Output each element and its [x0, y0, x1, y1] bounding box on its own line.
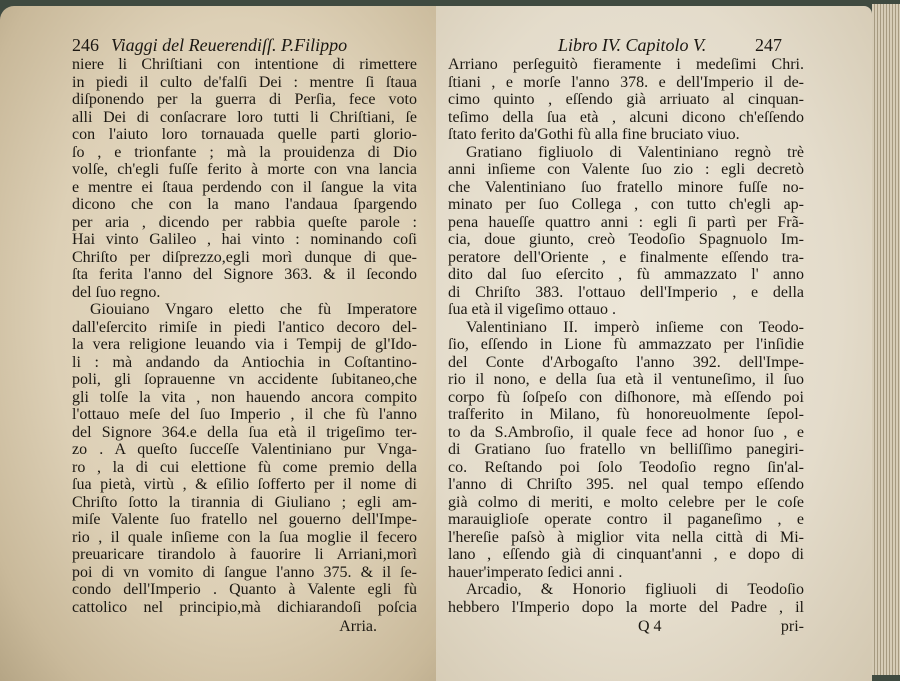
text-line: che Valentiniano ſuo fratello minore fuſſe no-: [448, 178, 804, 196]
running-header: [448, 34, 804, 56]
text-line: rio il nono, e della ſua età il ventuneſimo, il ſuo: [448, 371, 804, 388]
signature-mark: Q 4: [638, 618, 662, 635]
text-line: hebbero l'Imperio dopo la morte del Padre , il: [448, 598, 804, 616]
text-line: condo dell'Imperio . Quanto à Valente egli fù: [72, 581, 417, 598]
text-line: poli, gli ſoprauenne vn accidente ſubitaneo,che: [72, 371, 417, 388]
text-line: Arriano perſeguitò fieramente i medeſimi Chri.: [448, 56, 804, 73]
text-line: e mentre ei ſtaua perdendo con il ſangue la vita: [72, 178, 417, 196]
text-line: Gratiano figliuolo di Valentiniano regnò trè: [466, 143, 804, 161]
text-line: ſua età il vigeſimo ottauo .: [448, 301, 616, 318]
text-line: ſtato ferito da'Gothi fù alla fine bruciato viuo.: [448, 126, 740, 143]
text-line: cimo quinto , eſſendo già arriuato al cinquan-: [448, 91, 804, 108]
text-line: l'anno di Chriſto 395. nel qual tempo eſſendo: [448, 476, 804, 493]
text-line: del Signore 364.e della ſua età il trigeſimo ter-: [72, 423, 417, 441]
text-line: co. Reſtando poi ſolo Teodoſio regno ſin'al-: [448, 458, 804, 476]
text-line: di Gratiano ſuo fratello vn belliſſimo panegiri-: [448, 441, 804, 458]
text-line: anni inſieme con Valente ſuo zio : egli decretò: [448, 161, 804, 178]
text-line: niere li Chriſtiani con intentione di rimettere: [72, 56, 417, 73]
text-line: ſio, eſſendo in Lione fù ammazzato per l'inſidie: [448, 336, 804, 353]
text-line: di Chriſto 383. l'ottauo dell'Imperio , e della: [448, 283, 804, 301]
text-line: diſponendo per la guerra di Perſia, fece voto: [72, 91, 417, 108]
text-line: cia, doue giunto, creò Teodoſio Spagnuolo Im-: [448, 231, 804, 248]
text-line: ſo , e trionfante ; mà la prouidenza di Dio: [72, 143, 417, 161]
right-page: [436, 6, 872, 681]
right-text-block: [448, 34, 804, 636]
signature-row: [448, 618, 804, 636]
left-page: [0, 6, 436, 681]
page-number: 246: [72, 35, 99, 55]
running-head: Libro IV. Capitolo V.: [558, 35, 707, 55]
text-line: ſtiani , e morſe l'anno 378. e dell'Imperio il de-: [448, 73, 804, 91]
text-line: to da S.Ambroſio, il quale fece ad honor ſuo , e: [448, 423, 804, 441]
text-line: Hai vinto Galileo , hai vinto : nominando coſi: [72, 231, 417, 248]
text-line: minato per ſuo Collega , con tutto ch'egli ap-: [448, 196, 804, 213]
text-line: Giouiano Vngaro eletto che fù Imperatore: [90, 301, 417, 318]
text-lines: [448, 56, 804, 616]
text-line: gli tolſe la vita , non hauendo ancora compito: [72, 388, 417, 406]
text-line: hauer'imperato ſedici anni .: [448, 563, 623, 581]
text-line: teſimo della ſua età , alcuni dicono ch'eſſendo: [448, 108, 804, 126]
catchword: Arria.: [339, 618, 377, 635]
text-line: ſua pietà, virtù , & eſilio ſofferto per il nome di: [72, 476, 417, 493]
text-line: rio , il quale inſieme con la ſua moglie il fecero: [72, 528, 417, 546]
catchword-row: [72, 618, 417, 636]
text-line: miſe Valente ſuo fratello nel gouerno dell'Impe-: [72, 511, 417, 528]
text-line: con l'aiuto loro tornauada quelle parti glorio-: [72, 126, 417, 143]
text-line: alli Dei di conſacrare loro tutti li Chriſtiani, ſe: [72, 108, 417, 126]
text-line: dito dal ſuo eſercito , fù ammazzato l' anno: [448, 266, 804, 283]
text-line: la vera religione leuando via i Tempij de gl'Ido-: [72, 336, 417, 353]
text-line: marauiglioſe operate contro il paganeſimo , e: [448, 511, 804, 528]
text-line: ro , la di cui elettione fù come premio della: [72, 458, 417, 476]
text-line: ſta ferita l'anno del Signore 363. & il ſecondo: [72, 266, 417, 283]
text-line: dall'eſercito rimiſe in piedi l'antico decoro del-: [72, 318, 417, 336]
running-head: Viaggi del Reuerendiſſ. P.Filippo: [111, 35, 348, 55]
text-line: cattolico nel principio,mà dichiarandoſi poſcia: [72, 598, 417, 616]
catchword: pri-: [780, 618, 804, 635]
text-lines: [72, 56, 417, 616]
text-line: corpo fù ſoſpeſo con diſhonore, mà eſſendo poi: [448, 388, 804, 406]
text-line: zo . A queſto ſucceſſe Valentiniano pur Vnga-: [72, 441, 417, 458]
text-line: Chriſto ſotto la tirannia di Giuliano ; egli am-: [72, 493, 417, 511]
text-line: in piedi il culto de'falſi Dei : mentre ſi ſtaua: [72, 73, 417, 91]
text-line: preuaricare tirandolo à fauorire li Arriani,morì: [72, 546, 417, 563]
page-number: 247: [755, 35, 782, 55]
text-line: l'ottauo meſe del ſuo Imperio , il che fù l'anno: [72, 406, 417, 423]
text-line: pena haueſſe quattro anni : egli ſi partì per Frã-: [448, 213, 804, 231]
text-line: per aria , dicendo per rabbia queſte parole :: [72, 213, 417, 231]
text-line: traſferito in Milano, fù honoreuolmente ſepol-: [448, 406, 804, 423]
text-line: lano , eſſendo già di cinquant'anni , e dopo di: [448, 546, 804, 563]
text-line: li : mà andando da Antiochia in Coſtantino-: [72, 353, 417, 371]
text-line: poi di vn vomito di ſangue l'anno 375. & il ſe-: [72, 563, 417, 581]
text-line: del ſuo regno.: [72, 283, 161, 301]
text-line: Arcadio, & Honorio figliuoli di Teodoſio: [466, 581, 804, 598]
running-header: [72, 34, 417, 56]
text-line: volſe, ch'egli fuſſe ferito à morte con vna lancia: [72, 161, 417, 178]
text-line: peratore dell'Oriente , e finalmente eſſendo tra-: [448, 248, 804, 266]
text-line: già colmo di meriti, e molto celebre per le coſe: [448, 493, 804, 511]
text-line: l'hereſie paſsò à miglior vita nella città di Mi-: [448, 528, 804, 546]
page-edges: [872, 4, 900, 675]
text-line: Valentiniano II. imperò inſieme con Teodo-: [466, 318, 804, 336]
left-text-block: [72, 34, 417, 636]
text-line: del Conte d'Arbogaſto l'anno 392. dell'Impe-: [448, 353, 804, 371]
text-line: Chriſto per diſprezzo,egli morì dunque di que-: [72, 248, 417, 266]
text-line: dicono che con la mano l'andaua ſpargendo: [72, 196, 417, 213]
